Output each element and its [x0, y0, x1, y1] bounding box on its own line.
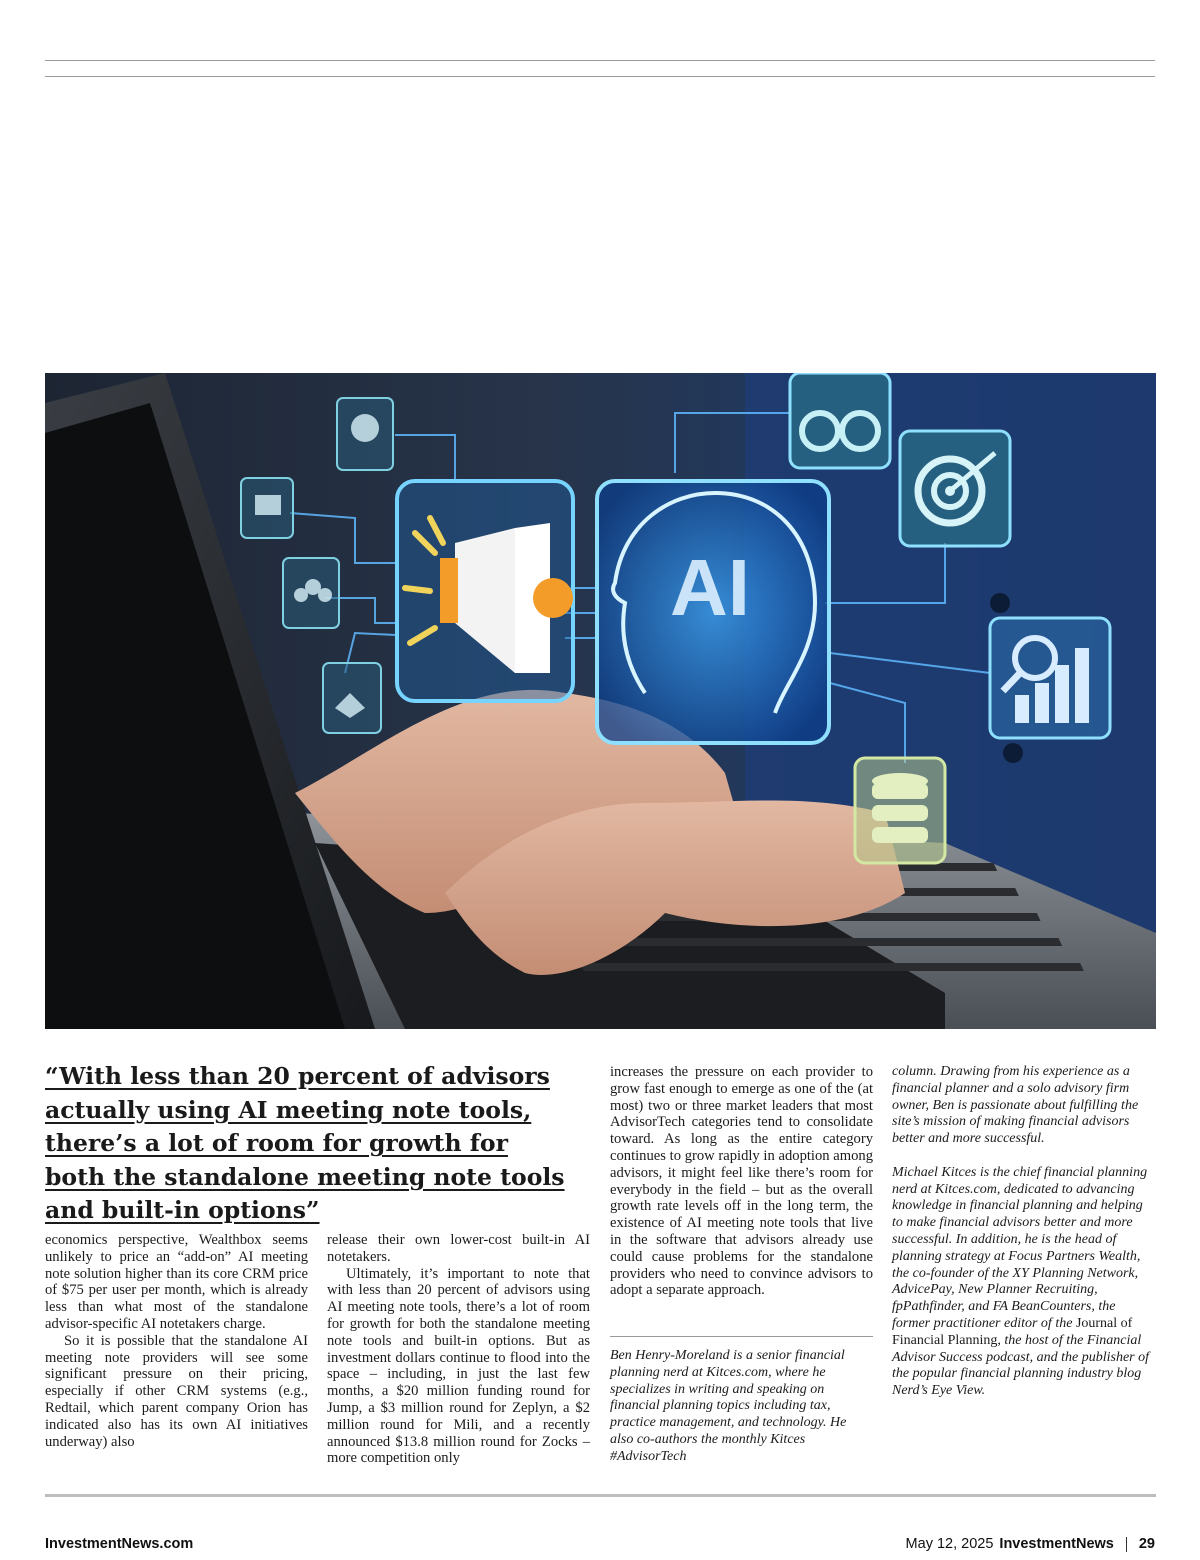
page-number: 29: [1138, 1536, 1155, 1552]
publication-name: InvestmentNews: [999, 1536, 1114, 1552]
footer-separator: [1126, 1537, 1127, 1552]
paragraph: release their own lower-cost built-in AI notetakers.: [327, 1232, 590, 1265]
hero-image: [45, 373, 1156, 1029]
author-bio: column. Drawing from his experience as a financial planner and a solo advisory firm owner, Ben is passionate about fulfilling the site’s mission of making financial advisors better and more successful.: [892, 1064, 1139, 1147]
header-rule-top: [45, 60, 1155, 61]
paragraph: So it is possible that the standalone AI meeting note providers will see some significant pressure on their pricing, especially if other CRM systems (e.g., Redtail, which parent company Orion has indicated also has its own AI initiatives underway) also: [45, 1332, 308, 1450]
journal-title: Journal of Financial Planning: [892, 1315, 1133, 1348]
issue-date: May 12, 2025: [905, 1536, 994, 1552]
paragraph: economics perspective, Wealthbox seems unlikely to price an “add-on” AI meeting note solution higher than its core CRM price of $75 per user per month, which is already less than what most of the standalone advisor-specific AI notetakers charge.: [45, 1232, 308, 1332]
article-column-1: [45, 1232, 308, 1450]
ai-head-icon: [645, 533, 775, 643]
article-column-2: [327, 1232, 590, 1467]
author-bio-kitces: [892, 1165, 1157, 1400]
footer-info: [906, 1536, 1155, 1552]
author-bio: Ben Henry-Moreland is a senior financial planning nerd at Kitces.com, where he specializes in writing and speaking on financial planning topics including tax, practice management, and technology. He also co-authors the monthly Kitces #AdvisorTech: [610, 1348, 847, 1464]
bio-text: Michael Kitces is the chief financial planning nerd at Kitces.com, dedicated to advancing knowledge in financial planning and helping to make financial advisors better and more successful. In addition, he is the head of planning strategy at Focus Partners Wealth, the co-founder of the XY Planning Network, AdvicePay, New Planner Recruiting, fpPathfinder, and FA BeanCounters, the former practitioner editor of the: [892, 1164, 1148, 1331]
footer-rule: [45, 1494, 1156, 1497]
paragraph: Ultimately, it’s important to note that with less than 20 percent of advisors using AI meeting note tools, there’s a lot of room for growth for both the standalone meeting note tools and built-in options. But as investment dollars continue to flood into the space – including, in just the last few months, a $20 million funding round for Jump, a $3 million round for Zeplyn, a $2 million round for Mili, and a recently announced $13.8 million round for Zocks – more competition only: [327, 1265, 590, 1467]
bio-text: , the host of the Financial Advisor Success podcast, and the publisher of the popular financial planning industry blog Nerd’s Eye View.: [892, 1332, 1150, 1399]
pull-quote-text: “With less than 20 percent of advisors actually using AI meeting note tools, there’s a lot of room for growth for both the standalone meeting note tools and built-in options”: [45, 1062, 565, 1224]
article-column-3: [610, 1064, 873, 1464]
pull-quote: [45, 1060, 575, 1228]
article-column-4: [892, 1064, 1157, 1400]
paragraph: increases the pressure on each provider to grow fast enough to emerge as one of the (at most) two or three market leaders that most AdvisorTech categories tend to consolidate toward. As long as the entire category continues to grow rapidly in adoption among advisors, it might feel like there’s room for everybody in the field – but as the overall growth rate levels off in the long term, the existence of AI meeting note tools that live in the software that advisors already use could cause problems for the standalone providers who need to convince advisors to adopt a separate approach.: [610, 1064, 873, 1299]
header-rule-bottom: [45, 76, 1155, 77]
ai-label: AI: [670, 543, 750, 632]
footer-site: InvestmentNews.com: [45, 1536, 194, 1552]
author-divider: [610, 1336, 873, 1337]
